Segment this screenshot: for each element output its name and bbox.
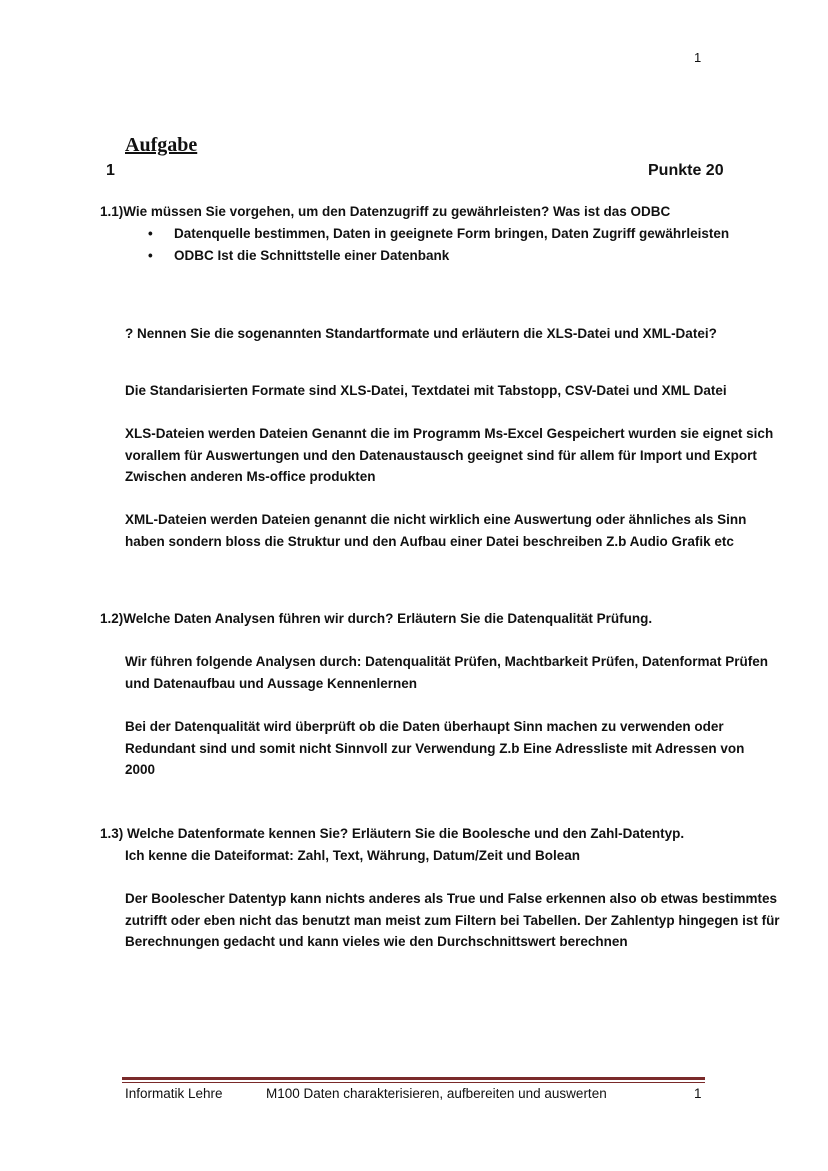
- task-number: 1: [106, 162, 115, 179]
- answer-boolean-number: Der Boolescher Datentyp kann nichts anderes als True und False erkennen also ob etwas bestimmtes zutrifft oder eben nicht das benutzt man meist zum Filtern bei Tabellen. Der Zahlentyp hingegen ist für Berechnungen gedacht und kann vieles wie den Durchschnittswert berechnen: [125, 891, 780, 949]
- bullet-list-1-1: [148, 223, 768, 266]
- footer-center: M100 Daten charakterisieren, aufbereiten und auswerten: [266, 1086, 607, 1101]
- bullet-item: • ODBC Ist die Schnittstelle einer Datenbank: [148, 245, 768, 267]
- bullet-item: • Datenquelle bestimmen, Daten in geeignete Form bringen, Daten Zugriff gewährleisten: [148, 223, 768, 245]
- question-1-3: 1.3) Welche Datenformate kennen Sie? Erläutern Sie die Boolesche und den Zahl-Datentyp.: [100, 826, 685, 841]
- footer-rule-thin: [122, 1082, 705, 1083]
- footer-rule: [122, 1077, 705, 1080]
- answer-xls: XLS-Dateien werden Dateien Genannt die im Programm Ms-Excel Gespeichert wurden sie eignet sich vorallem für Auswertungen und den Datenaustausch geeignet sind für allem für Import und Export Zwischen anderen Ms-office produkten: [125, 426, 774, 484]
- footer-left: Informatik Lehre: [125, 1086, 223, 1101]
- task-points: Punkte 20: [648, 162, 724, 179]
- header-page-number: 1: [694, 50, 702, 65]
- footer-page-number: 1: [694, 1086, 702, 1101]
- question-1-1: 1.1)Wie müssen Sie vorgehen, um den Datenzugriff zu gewährleisten? Was ist das ODBC: [100, 204, 671, 219]
- task-title: Aufgabe: [125, 134, 198, 156]
- answer-data-quality: Bei der Datenqualität wird überprüft ob die Daten überhaupt Sinn machen zu verwenden oder Redundant sind und somit nicht Sinnvoll zur Verwendung Z.b Eine Adressliste mit Adressen von 2000: [125, 719, 745, 777]
- subquestion-formats: ? Nennen Sie die sogenannten Standartformate und erläutern die XLS-Datei und XML-Datei?: [125, 326, 717, 341]
- answer-analyses: Wir führen folgende Analysen durch: Datenqualität Prüfen, Machtbarkeit Prüfen, Datenformat Prüfen und Datenaufbau und Aussage Kennenlernen: [125, 654, 768, 691]
- answer-xml: XML-Dateien werden Dateien genannt die nicht wirklich eine Auswertung oder ähnliches als Sinn haben sondern bloss die Struktur und den Aufbau einer Datei beschreiben Z.b Audio Grafik etc: [125, 512, 747, 549]
- answer-formats: Die Standarisierten Formate sind XLS-Datei, Textdatei mit Tabstopp, CSV-Datei und XML Datei: [125, 383, 727, 398]
- question-1-2: 1.2)Welche Daten Analysen führen wir durch? Erläutern Sie die Datenqualität Prüfung.: [100, 611, 653, 626]
- answer-datatypes-intro: Ich kenne die Dateiformat: Zahl, Text, Währung, Datum/Zeit und Bolean: [125, 848, 581, 863]
